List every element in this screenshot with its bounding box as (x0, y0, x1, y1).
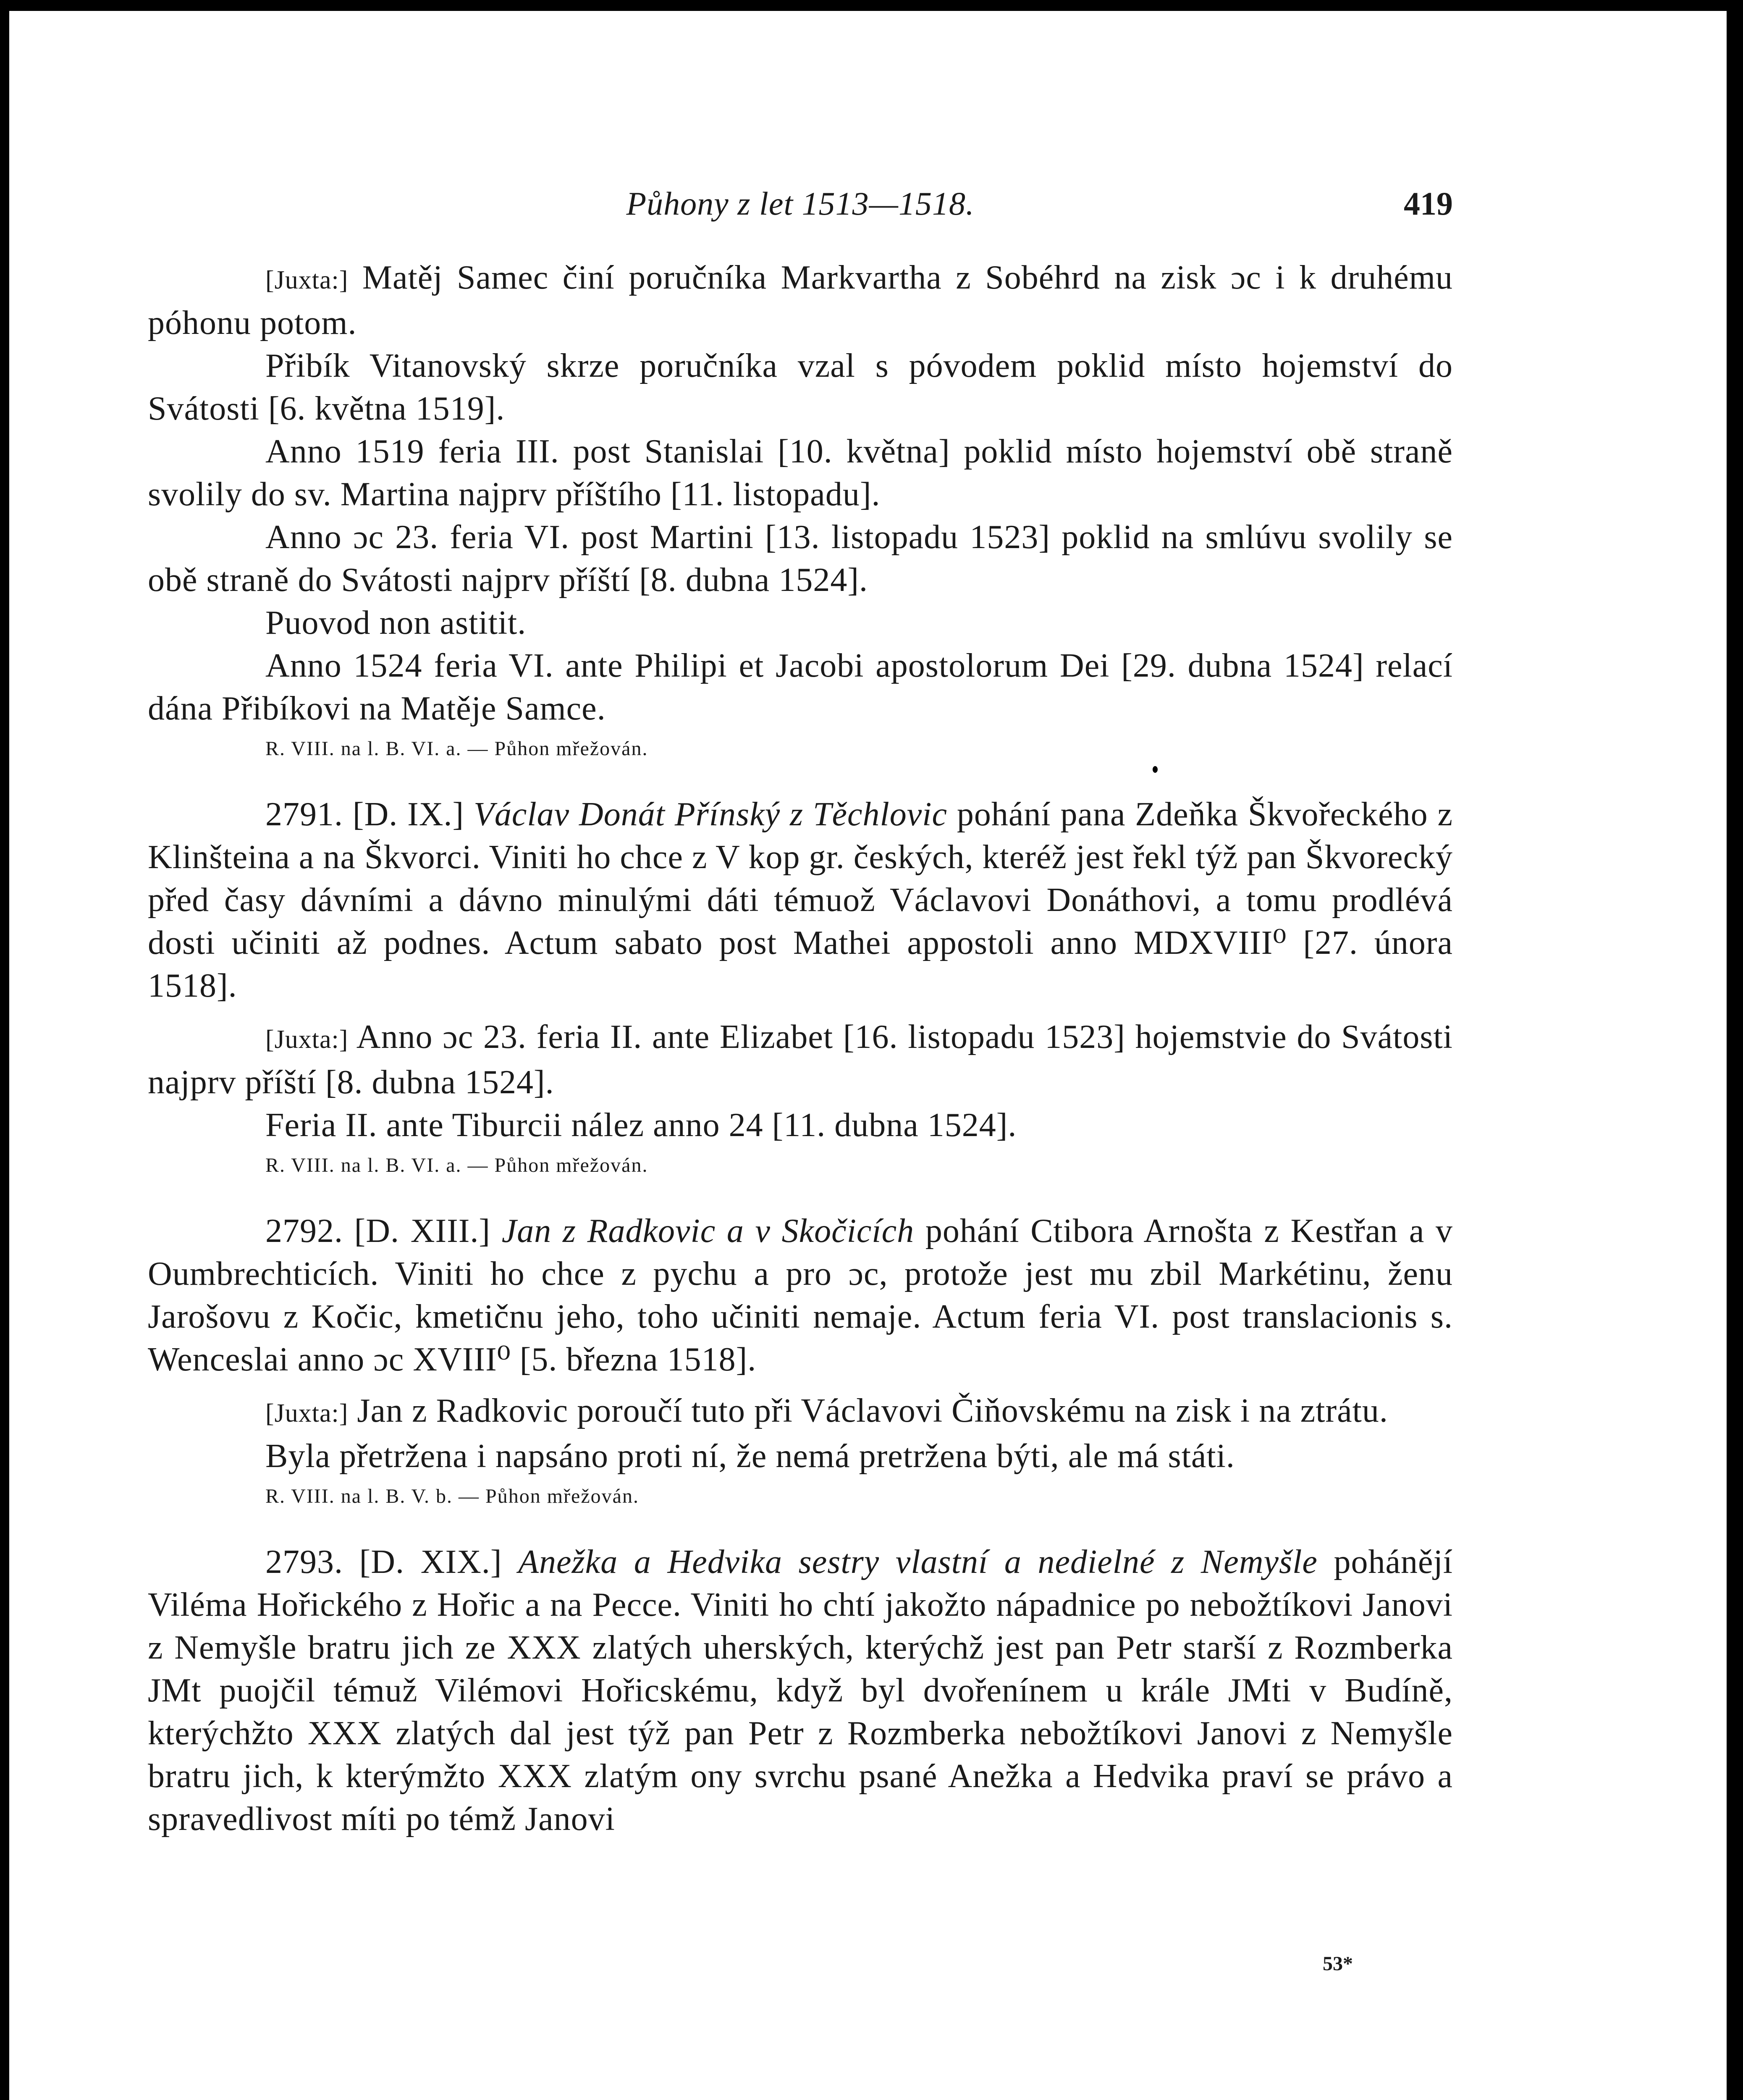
entry-number: 2792. [D. XIII.] (265, 1213, 491, 1250)
entry-2792 (148, 1210, 1453, 1381)
paragraph (148, 1389, 1453, 1435)
paragraph-text: Matěj Samec činí poručníka Markvartha z Sobéhrd na zisk ɔc i k druhému póhonu potom. (148, 259, 1453, 341)
running-title: Půhony z let 1513—1518. (626, 185, 975, 222)
paragraph-text: Anno ɔc 23. feria II. ante Elizabet [16. listopadu 1523] hojemstvie do Svátosti najprv příští [8. dubna 1524]. (148, 1018, 1453, 1101)
page-number: 419 (1404, 185, 1453, 222)
source-note: R. VIII. na l. B. VI. a. — Půhon mřežován. (265, 738, 648, 760)
entry-2793 (148, 1541, 1453, 1840)
entry-number: 2793. [D. XIX.] (265, 1544, 502, 1580)
scan-frame-right (1727, 0, 1743, 2100)
page-header (148, 185, 1453, 231)
entry-text: pohání pana Zdeňka Škvořeckého z Klinšteina a na Škvorci. Viniti ho chce z V kop gr. českých, kteréž jest řekl týž pan Škvorecký před časy dávními a dávno minulými dáti témuož Václavovi Donáthovi, a tomu prodlévá dosti učiniti až podnes. Actum sabato post Mathei appostoli anno MDXVIII⁰ [27. února 1518]. (148, 796, 1453, 1004)
page (148, 185, 1453, 1840)
paragraph: Puovod non astitit. (265, 604, 527, 641)
source-note: R. VIII. na l. B. V. b. — Půhon mřežován. (265, 1485, 639, 1507)
juxta-marker: [Juxta:] (265, 1025, 349, 1054)
source-note: R. VIII. na l. B. VI. a. — Půhon mřežován. (265, 1154, 648, 1176)
juxta-marker: [Juxta:] (265, 266, 349, 294)
paragraph: Přibík Vitanovský skrze poručníka vzal s póvodem poklid místo hojemství do Svátosti [6. května 1519]. (148, 347, 1453, 427)
juxta-marker: [Juxta:] (265, 1399, 349, 1428)
entry-party: Václav Donát Přínský z Těchlovic (474, 796, 948, 833)
entry-2791 (148, 793, 1453, 1007)
entry-party: Anežka a Hedvika sestry vlastní a nedielné z Nemyšle (518, 1544, 1318, 1580)
paragraph-text: Jan z Radkovic poroučí tuto při Václavovi Čiňovskému na zisk i na ztrátu. (348, 1392, 1388, 1429)
signature-mark: 53* (1323, 1953, 1353, 1975)
paragraph: Anno ɔc 23. feria VI. post Martini [13. listopadu 1523] poklid na smlúvu svolily se obě straně do Svátosti najprv příští [8. dubna 1524]. (148, 519, 1453, 598)
paragraph: Anno 1519 feria III. post Stanislai [10. května] poklid místo hojemství obě straně svolily do sv. Martina najprv příštího [11. listopadu]. (148, 433, 1453, 513)
scan-frame-left (0, 0, 9, 2100)
entry-party: Jan z Radkovic a v Skočicích (501, 1213, 915, 1250)
scan-frame-top (0, 0, 1743, 11)
paragraph: Byla přetržena i napsáno proti ní, že nemá pretržena býti, ale má státi. (265, 1438, 1235, 1475)
paragraph (148, 256, 1453, 344)
paragraph: Anno 1524 feria VI. ante Philipi et Jacobi apostolorum Dei [29. dubna 1524] relací dána Přibíkovi na Matěje Samce. (148, 647, 1453, 727)
entry-text: pohání Ctibora Arnošta z Kestřan a v Oumbrechticích. Viniti ho chce z pychu a pro ɔc, protože jest mu zbil Markétinu, ženu Jarošovu z Kočic, kmetičnu jeho, toho učiniti nemaje. Actum feria VI. post translacionis s. Wenceslai anno ɔc XVIII⁰ [5. března 1518]. (148, 1213, 1453, 1378)
entry-number: 2791. [D. IX.] (265, 796, 464, 833)
paragraph: Feria II. ante Tiburcii nález anno 24 [11. dubna 1524]. (265, 1107, 1017, 1144)
paragraph (148, 1016, 1453, 1104)
page-content (148, 256, 1453, 1840)
entry-text: pohánějí Viléma Hořického z Hořic a na Pecce. Viniti ho chtí jakožto nápadnice po nebožtíkovi Janovi z Nemyšle bratru jich ze XXX zlatých uherských, kterýchž jest pan Petr starší z Rozmberka JMt puojčil témuž Vilémovi Hořicskému, když byl dvořenínem u krále JMti v Budíně, kterýchžto XXX zlatých dal jest týž pan Petr z Rozmberka nebožtíkovi Janovi z Nemyšle bratru jich, k kterýmžto XXX zlatým ony svrchu psané Anežka a Hedvika praví se právo a spravedlivost míti po témž Janovi (148, 1544, 1453, 1838)
